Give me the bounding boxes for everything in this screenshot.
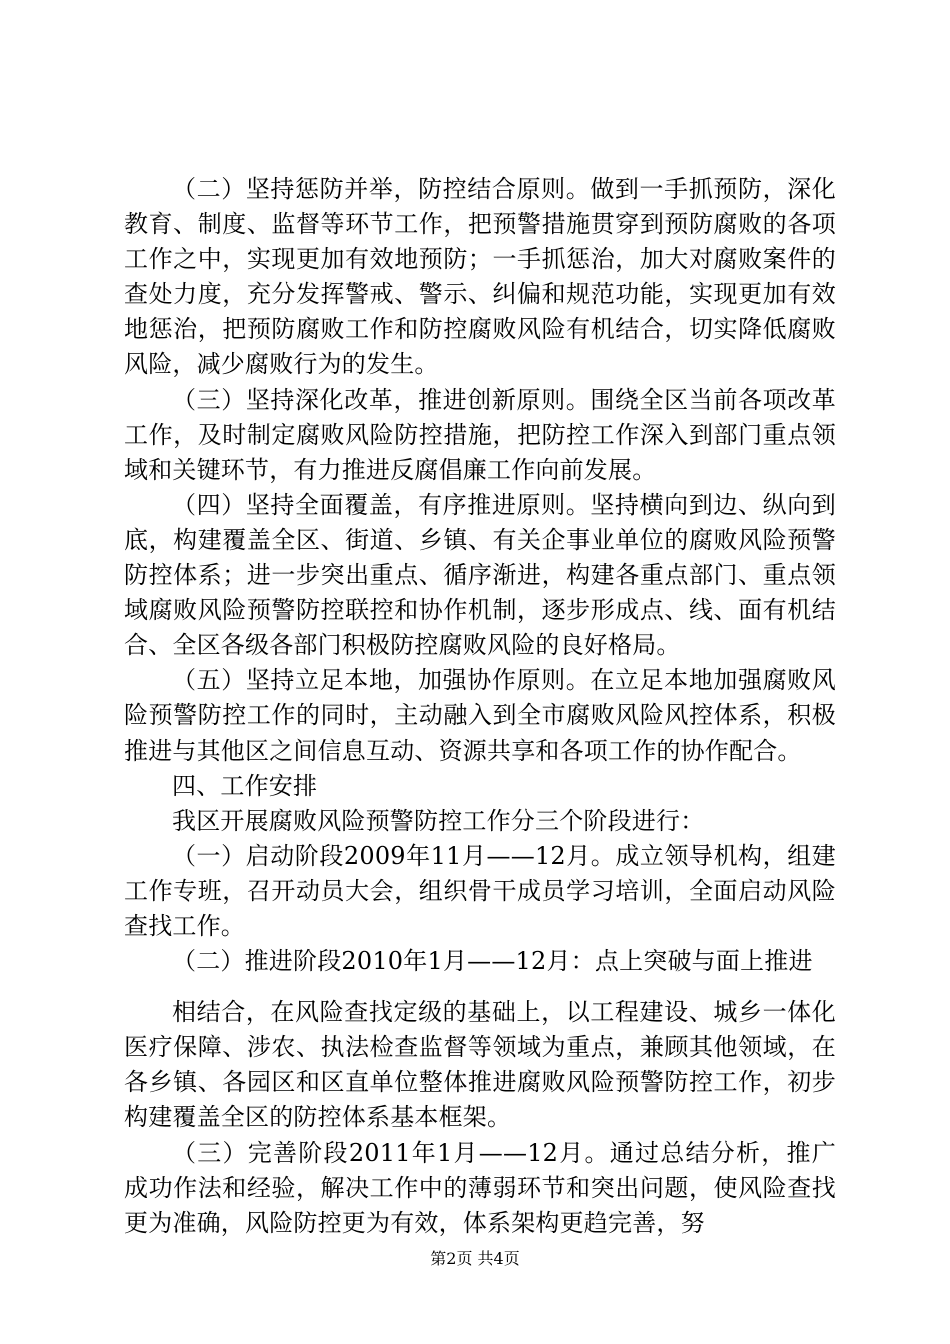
page-footer: 第2页 共4页 [430, 1249, 520, 1268]
paragraph-principle-3: （三）坚持深化改革，推进创新原则。围绕全区当前各项改革工作，及时制定腐败风险防控措施，把防控工作深入到部门重点领域和关键环节，有力推进反腐倡廉工作向前发展。 [124, 385, 836, 484]
paragraph-stage-2-heading: （二）推进阶段2010年1月——12月：点上突破与面上推进 [172, 947, 813, 976]
paragraph-stage-2-body: 相结合，在风险查找定级的基础上，以工程建设、城乡一体化医疗保障、涉农、执法检查监督等领域为重点，兼顾其他领域，在各乡镇、各园区和区直单位整体推进腐败风险预警防控工作，初步构建覆盖全区的防控体系基本框架。 [124, 998, 836, 1132]
paragraph-principle-2: （二）坚持惩防并举，防控结合原则。做到一手抓预防，深化教育、制度、监督等环节工作，把预警措施贯穿到预防腐败的各项工作之中，实现更加有效地预防；一手抓惩治，加大对腐败案件的查处力度，充分发挥警戒、警示、纠偏和规范功能，实现更加有效地惩治，把预防腐败工作和防控腐败风险有机结合，切实降低腐败风险，减少腐败行为的发生。 [124, 175, 836, 379]
paragraph-stage-1: （一）启动阶段2009年11月——12月。成立领导机构，组建工作专班，召开动员大会，组织骨干成员学习培训，全面启动风险查找工作。 [124, 841, 836, 940]
paragraph-principle-5: （五）坚持立足本地，加强协作原则。在立足本地加强腐败风险预警防控工作的同时，主动融入到全市腐败风险风控体系，积极推进与其他区之间信息互动、资源共享和各项工作的协作配合。 [124, 666, 836, 765]
body-text [124, 172, 836, 1241]
paragraph-stage-3: （三）完善阶段2011年1月——12月。通过总结分析，推广成功作法和经验，解决工作中的薄弱环节和突出问题，使风险查找更为准确，风险防控更为有效，体系架构更趋完善，努 [124, 1138, 836, 1237]
paragraph-stages-intro: 我区开展腐败风险预警防控工作分三个阶段进行： [172, 806, 705, 835]
paragraph-principle-4: （四）坚持全面覆盖，有序推进原则。坚持横向到边、纵向到底，构建覆盖全区、街道、乡镇、有关企事业单位的腐败风险预警防控体系；进一步突出重点、循序渐进，构建各重点部门、重点领域腐败风险预警防控联控和协作机制，逐步形成点、线、面有机结合、全区各级各部门积极防控腐败风险的良好格局。 [124, 490, 836, 660]
section-heading-work-arrangement: 四、工作安排 [172, 771, 318, 800]
